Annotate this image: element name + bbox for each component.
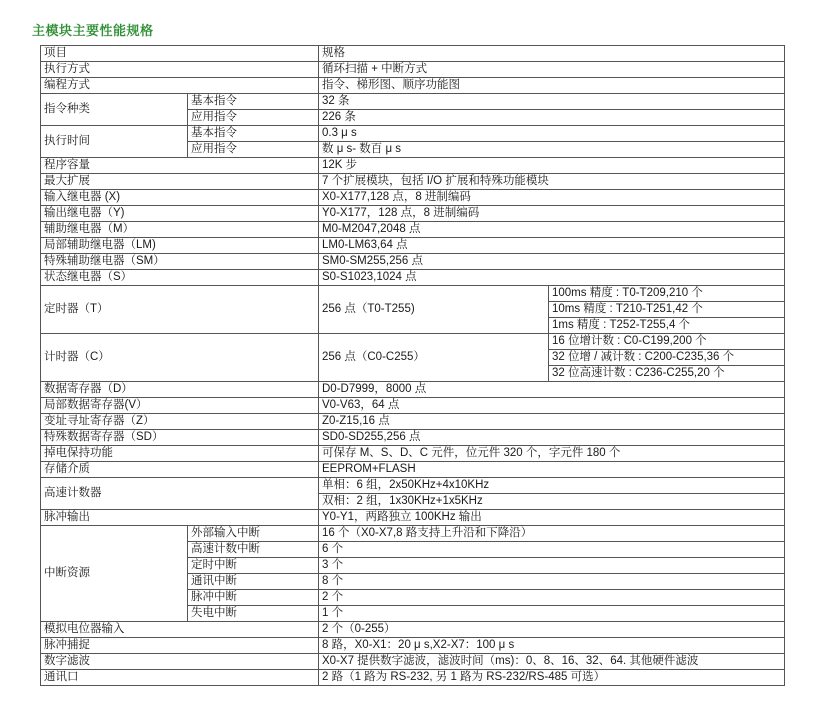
row-value: 数 μ s- 数百 μ s <box>319 142 785 158</box>
detail-value: 1ms 精度 : T252-T255,4 个 <box>549 318 785 334</box>
row-value: 指令、梯形图、顺序功能图 <box>319 78 785 94</box>
row-label: 模拟电位器输入 <box>41 622 319 638</box>
table-row <box>41 670 785 686</box>
row-value: 8 个 <box>319 574 785 590</box>
table-row <box>41 398 785 414</box>
row-value: 256 点（C0-C255） <box>319 334 549 382</box>
detail-value: 32 位高速计数 : C236-C255,20 个 <box>549 366 785 382</box>
table-row <box>41 222 785 238</box>
table-row <box>41 62 785 78</box>
table-row <box>41 622 785 638</box>
sub-label: 定时中断 <box>188 558 319 574</box>
table-row <box>41 126 785 142</box>
row-label: 局部数据寄存器(V） <box>41 398 319 414</box>
row-value: SD0-SD255,256 点 <box>319 430 785 446</box>
row-value: 256 点（T0-T255) <box>319 286 549 334</box>
row-value: V0-V63，64 点 <box>319 398 785 414</box>
row-value: 双相：2 组，1x30KHz+1x5KHz <box>319 494 785 510</box>
row-value: 2 路（1 路为 RS-232, 另 1 路为 RS-232/RS-485 可选） <box>319 670 785 686</box>
row-value: SM0-SM255,256 点 <box>319 254 785 270</box>
row-label: 脉冲捕捉 <box>41 638 319 654</box>
page-title: 主模块主要性能规格 <box>32 23 154 38</box>
row-value: LM0-LM63,64 点 <box>319 238 785 254</box>
row-label: 特殊辅助继电器（SM） <box>41 254 319 270</box>
row-value: EEPROM+FLASH <box>319 462 785 478</box>
row-value: X0-X7 提供数字滤波，滤波时间（ms)：0、8、16、32、64. 其他硬件滤波 <box>319 654 785 670</box>
table-row <box>41 462 785 478</box>
table-row <box>41 286 785 302</box>
table-row <box>41 638 785 654</box>
row-value: 6 个 <box>319 542 785 558</box>
row-label: 通讯口 <box>41 670 319 686</box>
row-value: Y0-Y1，两路独立 100KHz 输出 <box>319 510 785 526</box>
sub-label: 失电中断 <box>188 606 319 622</box>
detail-value: 10ms 精度 : T210-T251,42 个 <box>549 302 785 318</box>
table-row <box>41 190 785 206</box>
table-row <box>41 174 785 190</box>
row-label: 指令种类 <box>41 94 188 126</box>
row-label: 特殊数据寄存器（SD） <box>41 430 319 446</box>
table-row <box>41 478 785 494</box>
table-header-row <box>41 46 785 62</box>
table-row <box>41 206 785 222</box>
row-label: 编程方式 <box>41 78 319 94</box>
row-label: 中断资源 <box>41 526 188 622</box>
row-label: 高速计数器 <box>41 478 319 510</box>
row-label: 定时器（T） <box>41 286 319 334</box>
row-value: 可保存 M、S、D、C 元件，位元件 320 个，字元件 180 个 <box>319 446 785 462</box>
sub-label: 应用指令 <box>188 142 319 158</box>
row-label: 输出继电器（Y) <box>41 206 319 222</box>
row-value: 0.3 μ s <box>319 126 785 142</box>
row-value: 3 个 <box>319 558 785 574</box>
row-value: X0-X177,128 点，8 进制编码 <box>319 190 785 206</box>
sub-label: 应用指令 <box>188 110 319 126</box>
table-row <box>41 158 785 174</box>
table-row <box>41 430 785 446</box>
row-value: 8 路，X0-X1：20 μ s,X2-X7：100 μ s <box>319 638 785 654</box>
row-value: Z0-Z15,16 点 <box>319 414 785 430</box>
row-value: 2 个 <box>319 590 785 606</box>
row-label: 存储介质 <box>41 462 319 478</box>
table-row <box>41 446 785 462</box>
row-label: 最大扩展 <box>41 174 319 190</box>
header-item: 项目 <box>41 46 319 62</box>
header-spec: 规格 <box>319 46 785 62</box>
row-value: M0-M2047,2048 点 <box>319 222 785 238</box>
table-row <box>41 382 785 398</box>
row-label: 掉电保持功能 <box>41 446 319 462</box>
sub-label: 脉冲中断 <box>188 590 319 606</box>
row-label: 执行时间 <box>41 126 188 158</box>
table-row <box>41 334 785 350</box>
row-label: 辅助继电器（M） <box>41 222 319 238</box>
sub-label: 通讯中断 <box>188 574 319 590</box>
row-label: 局部辅助继电器（LM) <box>41 238 319 254</box>
row-value: S0-S1023,1024 点 <box>319 270 785 286</box>
table-row <box>41 254 785 270</box>
row-value: 226 条 <box>319 110 785 126</box>
row-label: 数字滤波 <box>41 654 319 670</box>
detail-value: 32 位增 / 减计数 : C200-C235,36 个 <box>549 350 785 366</box>
table-row <box>41 78 785 94</box>
row-value: 单相：6 组，2x50KHz+4x10KHz <box>319 478 785 494</box>
table-row <box>41 238 785 254</box>
sub-label: 高速计数中断 <box>188 542 319 558</box>
row-label: 数据寄存器（D） <box>41 382 319 398</box>
row-value: 12K 步 <box>319 158 785 174</box>
row-label: 程序容量 <box>41 158 319 174</box>
table-row <box>41 526 785 542</box>
row-value: 循环扫描 + 中断方式 <box>319 62 785 78</box>
detail-value: 16 位增计数 : C0-C199,200 个 <box>549 334 785 350</box>
detail-value: 100ms 精度 : T0-T209,210 个 <box>549 286 785 302</box>
row-value: 32 条 <box>319 94 785 110</box>
row-label: 执行方式 <box>41 62 319 78</box>
table-row <box>41 270 785 286</box>
row-value: 7 个扩展模块，包括 I/O 扩展和特殊功能模块 <box>319 174 785 190</box>
row-label: 计时器（C） <box>41 334 319 382</box>
table-row <box>41 654 785 670</box>
row-label: 输入继电器 (X) <box>41 190 319 206</box>
row-value: 1 个 <box>319 606 785 622</box>
sub-label: 外部输入中断 <box>188 526 319 542</box>
table-row <box>41 510 785 526</box>
row-label: 状态继电器（S） <box>41 270 319 286</box>
row-value: Y0-X177，128 点，8 进制编码 <box>319 206 785 222</box>
row-label: 脉冲输出 <box>41 510 319 526</box>
table-row <box>41 414 785 430</box>
sub-label: 基本指令 <box>188 94 319 110</box>
spec-table <box>40 45 785 686</box>
row-value: 16 个（X0-X7,8 路支持上升沿和下降沿） <box>319 526 785 542</box>
row-value: D0-D7999，8000 点 <box>319 382 785 398</box>
row-label: 变址寻址寄存器（Z） <box>41 414 319 430</box>
row-value: 2 个（0-255） <box>319 622 785 638</box>
sub-label: 基本指令 <box>188 126 319 142</box>
table-row <box>41 94 785 110</box>
